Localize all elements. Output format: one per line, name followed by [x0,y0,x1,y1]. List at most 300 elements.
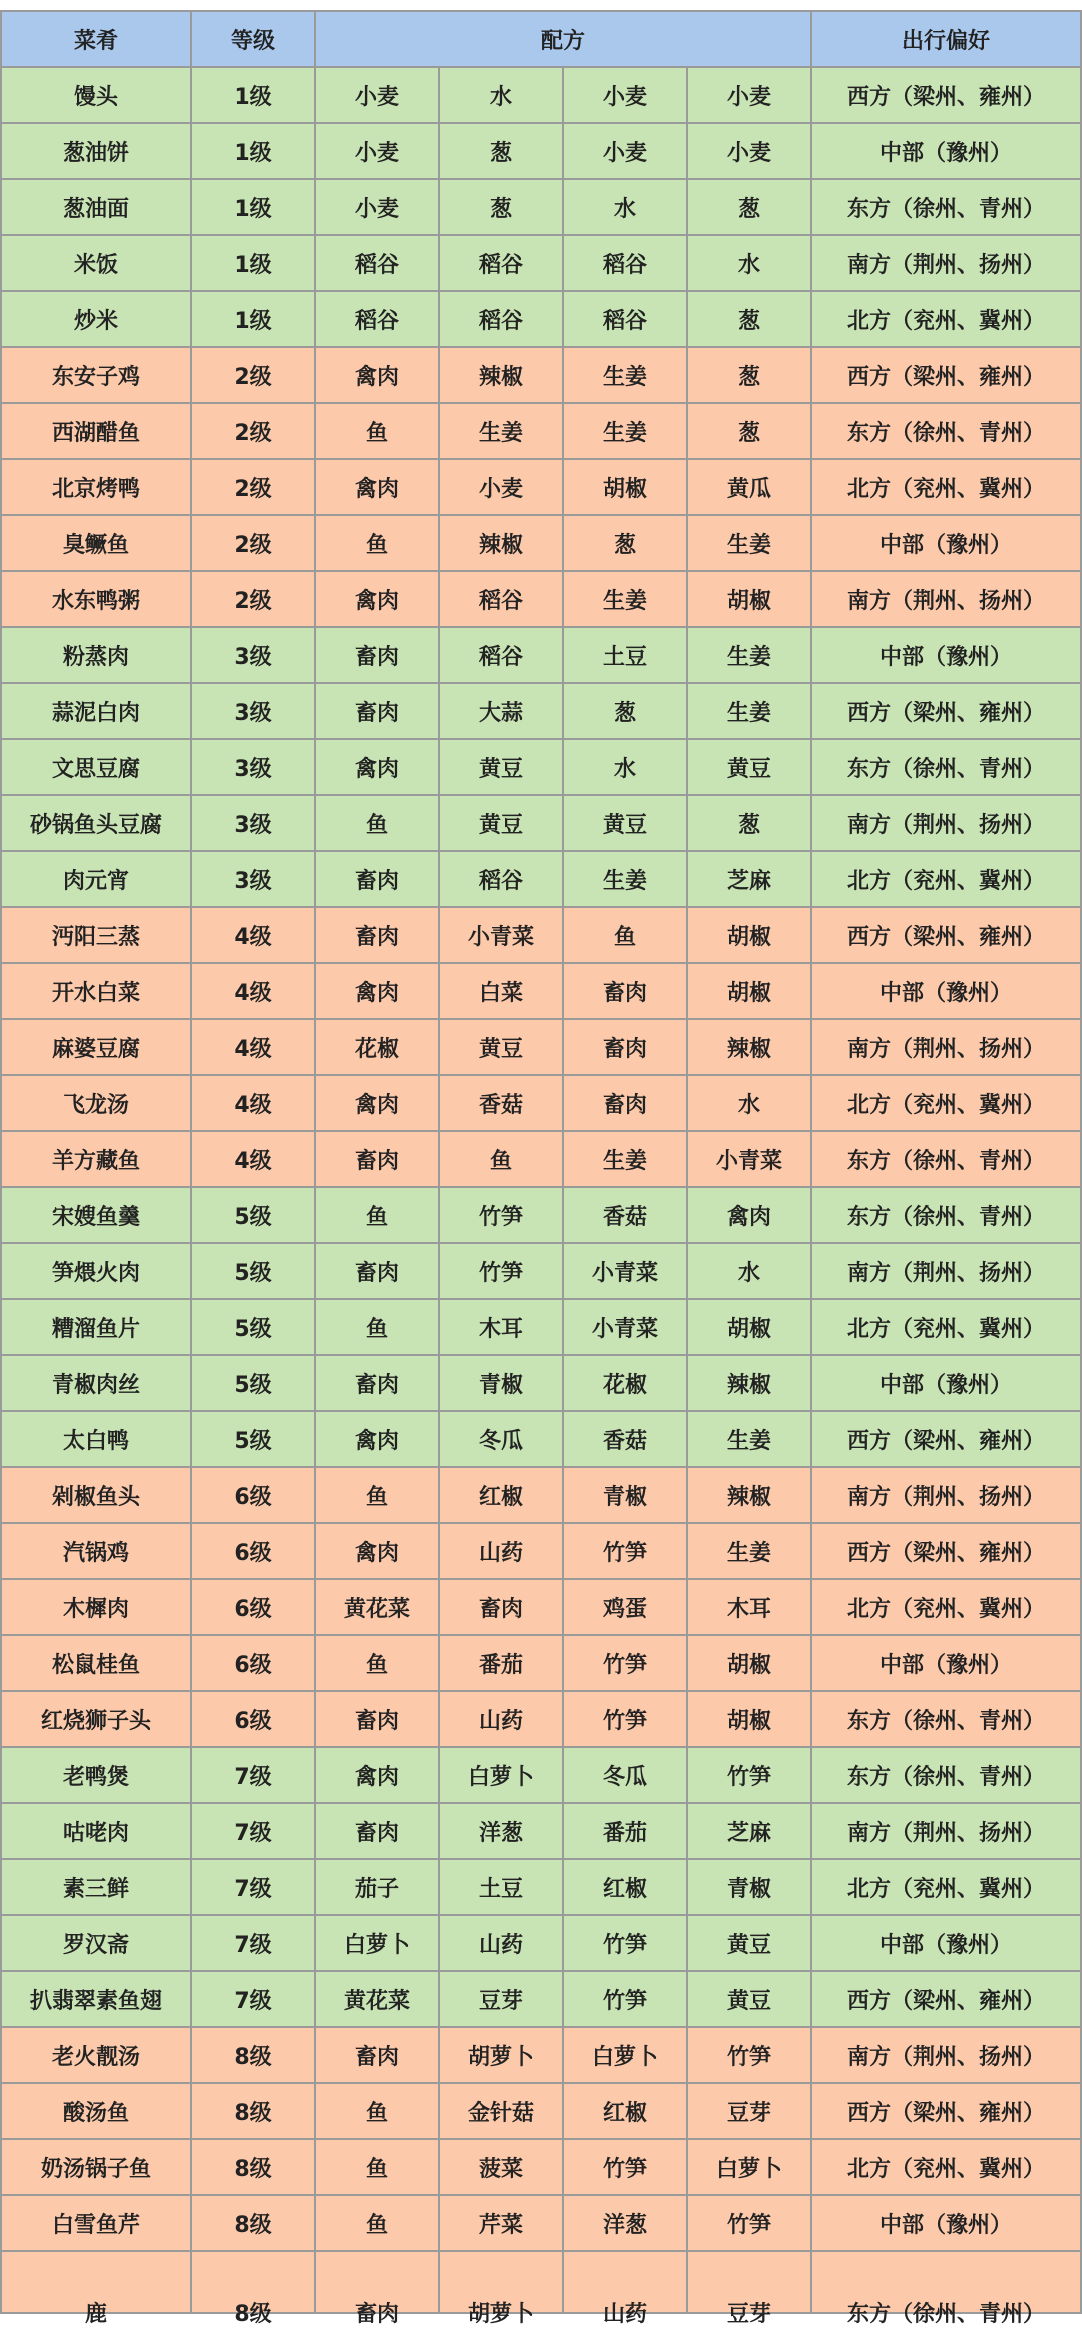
level-cell [191,403,315,459]
ingredient-cell [687,2251,811,2327]
ingredient-cell [315,1579,439,1635]
ingredient-cell-text: 水 [738,1260,761,1286]
preference-cell [811,907,1081,963]
header-preference: 出行偏好 [811,11,1081,67]
table-row [1,1355,1081,1411]
ingredient-cell-text: 生姜 [602,420,647,446]
level-cell [191,1971,315,2027]
preference-cell-text: 中部（豫州） [880,644,1013,670]
preference-cell-text: 中部（豫州） [880,1372,1013,1398]
ingredient-cell-text: 竹笋 [602,1932,647,1958]
ingredient-cell [315,1915,439,1971]
preference-cell-text: 北方（兖州、冀州） [847,868,1046,894]
ingredient-cell [687,1075,811,1131]
ingredient-cell [439,1691,563,1747]
preference-cell [811,123,1081,179]
dish-cell-text: 砂锅鱼头豆腐 [29,812,162,838]
preference-cell [811,627,1081,683]
level-cell-text: 1级 [234,84,272,110]
dish-cell-text: 羊方藏鱼 [51,1148,140,1174]
ingredient-cell [687,1523,811,1579]
level-cell-text: 7级 [234,1876,272,1902]
ingredient-cell-text: 黄豆 [727,1988,772,2014]
level-cell-text: 6级 [234,1708,272,1734]
preference-cell-text: 中部（豫州） [880,1932,1013,1958]
level-cell [191,123,315,179]
dish-cell-text: 笋煨火肉 [51,1260,140,1286]
ingredient-cell [687,739,811,795]
level-cell [191,1299,315,1355]
ingredient-cell-text: 金针菇 [467,2100,534,2126]
ingredient-cell-text: 木耳 [478,1316,523,1342]
dish-cell-text: 米饭 [73,252,118,278]
ingredient-cell [315,627,439,683]
ingredient-cell [315,851,439,907]
table-row [1,291,1081,347]
ingredient-cell-text: 山药 [478,1540,523,1566]
table-row [1,571,1081,627]
level-cell-text: 3级 [234,868,272,894]
ingredient-cell-text: 黄豆 [478,812,523,838]
ingredient-cell [315,2027,439,2083]
table-row [1,1859,1081,1915]
ingredient-cell [439,1243,563,1299]
ingredient-cell [439,907,563,963]
dish-cell-text: 肉元宵 [62,868,129,894]
ingredient-cell [315,683,439,739]
ingredient-cell-text: 禽肉 [354,1540,399,1566]
level-cell [191,2083,315,2139]
dish-cell [1,1411,191,1467]
ingredient-cell-text: 竹笋 [727,2044,772,2070]
ingredient-cell [315,795,439,851]
ingredient-cell [687,123,811,179]
ingredient-cell [439,795,563,851]
recipe-table [0,10,1082,2327]
dish-cell [1,851,191,907]
ingredient-cell [563,347,687,403]
preference-cell-text: 西方（梁州、雍州） [847,700,1046,726]
preference-cell [811,739,1081,795]
ingredient-cell [315,1131,439,1187]
ingredient-cell [315,459,439,515]
ingredient-cell [563,67,687,123]
ingredient-cell [687,795,811,851]
ingredient-cell [315,2195,439,2251]
ingredient-cell-text: 生姜 [478,420,523,446]
dish-cell [1,2083,191,2139]
ingredient-cell [563,459,687,515]
preference-cell [811,459,1081,515]
ingredient-cell [315,963,439,1019]
level-cell-text: 1级 [234,308,272,334]
ingredient-cell-text: 禽肉 [354,588,399,614]
preference-cell [811,851,1081,907]
ingredient-cell-text: 禽肉 [354,476,399,502]
ingredient-cell-text: 竹笋 [727,2212,772,2238]
level-cell [191,235,315,291]
ingredient-cell-text: 稻谷 [478,644,523,670]
ingredient-cell [687,291,811,347]
dish-cell-text: 糟溜鱼片 [51,1316,140,1342]
ingredient-cell-text: 小麦 [478,476,523,502]
level-cell-text: 5级 [234,1260,272,1286]
ingredient-cell-text: 鱼 [365,2100,388,2126]
ingredient-cell [563,2195,687,2251]
ingredient-cell [439,291,563,347]
ingredient-cell-text: 黄花菜 [343,1988,410,2014]
ingredient-cell-text: 禽肉 [354,756,399,782]
ingredient-cell-text: 水 [613,756,636,782]
ingredient-cell [687,1691,811,1747]
table-row [1,851,1081,907]
ingredient-cell-text: 鱼 [365,1204,388,1230]
ingredient-cell [563,963,687,1019]
preference-cell-text: 西方（梁州、雍州） [847,1428,1046,1454]
ingredient-cell-text: 花椒 [354,1036,399,1062]
preference-cell [811,1635,1081,1691]
ingredient-cell-text: 葱 [613,532,636,558]
ingredient-cell-text: 畜肉 [354,1708,399,1734]
level-cell [191,571,315,627]
preference-cell-text: 北方（兖州、冀州） [847,1316,1046,1342]
ingredient-cell [563,1915,687,1971]
ingredient-cell [439,571,563,627]
ingredient-cell [687,1019,811,1075]
ingredient-cell-text: 禽肉 [727,1204,772,1230]
dish-cell [1,963,191,1019]
ingredient-cell-text: 生姜 [727,532,772,558]
ingredient-cell-text: 竹笋 [478,1204,523,1230]
ingredient-cell-text: 芹菜 [478,2212,523,2238]
dish-cell-text: 沔阳三蒸 [51,924,140,950]
ingredient-cell-text: 胡椒 [727,588,772,614]
ingredient-cell-text: 生姜 [602,364,647,390]
ingredient-cell [687,1131,811,1187]
table-row [1,67,1081,123]
ingredient-cell-text: 葱 [489,140,512,166]
ingredient-cell-text: 花椒 [602,1372,647,1398]
level-cell [191,1523,315,1579]
preference-cell-text: 北方（兖州、冀州） [847,2156,1046,2182]
level-cell-text: 7级 [234,1932,272,1958]
preference-cell [811,2195,1081,2251]
dish-cell [1,1355,191,1411]
ingredient-cell [687,235,811,291]
preference-cell-text: 北方（兖州、冀州） [847,1092,1046,1118]
dish-cell [1,1131,191,1187]
dish-cell-text: 鹿 [84,2301,107,2327]
preference-cell [811,235,1081,291]
ingredient-cell [439,403,563,459]
level-cell [191,627,315,683]
ingredient-cell [439,851,563,907]
ingredient-cell-text: 葱 [489,196,512,222]
ingredient-cell-text: 鱼 [365,532,388,558]
ingredient-cell [687,2139,811,2195]
ingredient-cell [315,1635,439,1691]
ingredient-cell [315,1859,439,1915]
dish-cell [1,1635,191,1691]
dish-cell [1,459,191,515]
table-row [1,179,1081,235]
preference-cell [811,1691,1081,1747]
ingredient-cell-text: 鱼 [365,2156,388,2182]
preference-cell-text: 西方（梁州、雍州） [847,1540,1046,1566]
ingredient-cell [687,963,811,1019]
preference-cell-text: 南方（荆州、扬州） [847,1260,1046,1286]
table-row [1,963,1081,1019]
ingredient-cell [563,683,687,739]
ingredient-cell [687,1747,811,1803]
ingredient-cell-text: 红椒 [602,2100,647,2126]
level-cell-text: 5级 [234,1372,272,1398]
ingredient-cell [687,515,811,571]
ingredient-cell [315,235,439,291]
ingredient-cell [563,851,687,907]
level-cell-text: 5级 [234,1204,272,1230]
preference-cell-text: 东方（徐州、青州） [847,756,1046,782]
preference-cell-text: 东方（徐州、青州） [847,1148,1046,1174]
preference-cell [811,571,1081,627]
preference-cell-text: 南方（荆州、扬州） [847,2044,1046,2070]
preference-cell [811,1747,1081,1803]
level-cell [191,1411,315,1467]
table-row [1,2083,1081,2139]
table-row [1,2027,1081,2083]
header-dish: 菜肴 [1,11,191,67]
ingredient-cell [687,1411,811,1467]
table-row [1,683,1081,739]
preference-cell [811,1131,1081,1187]
level-cell-text: 4级 [234,924,272,950]
level-cell-text: 8级 [234,2100,272,2126]
ingredient-cell [315,515,439,571]
dish-cell [1,1299,191,1355]
ingredient-cell-text: 白萝卜 [591,2044,658,2070]
ingredient-cell-text: 生姜 [602,1148,647,1174]
dish-cell-text: 葱油面 [62,196,129,222]
dish-cell [1,739,191,795]
dish-cell [1,1579,191,1635]
ingredient-cell-text: 畜肉 [354,1372,399,1398]
preference-cell [811,2251,1081,2327]
ingredient-cell-text: 洋葱 [602,2212,647,2238]
dish-cell [1,1019,191,1075]
level-cell [191,1859,315,1915]
ingredient-cell-text: 竹笋 [602,1988,647,2014]
ingredient-cell [315,1523,439,1579]
level-cell [191,739,315,795]
ingredient-cell-text: 大蒜 [478,700,523,726]
preference-cell [811,1355,1081,1411]
ingredient-cell [687,2027,811,2083]
dish-cell-text: 剁椒鱼头 [51,1484,140,1510]
ingredient-cell-text: 葱 [738,308,761,334]
table-row [1,1299,1081,1355]
dish-cell [1,1075,191,1131]
level-cell [191,1187,315,1243]
level-cell [191,2251,315,2327]
preference-cell [811,67,1081,123]
ingredient-cell-text: 生姜 [727,1428,772,1454]
dish-cell [1,291,191,347]
ingredient-cell-text: 畜肉 [354,1260,399,1286]
level-cell-text: 6级 [234,1484,272,1510]
preference-cell [811,795,1081,851]
preference-cell [811,1803,1081,1859]
ingredient-cell [315,179,439,235]
ingredient-cell-text: 芝麻 [727,1820,772,1846]
table-row [1,1579,1081,1635]
ingredient-cell [315,1803,439,1859]
dish-cell [1,1747,191,1803]
table-row [1,1747,1081,1803]
ingredient-cell [439,627,563,683]
ingredient-cell [687,347,811,403]
table-row [1,2251,1081,2313]
dish-cell-text: 红烧狮子头 [40,1708,151,1734]
ingredient-cell-text: 稻谷 [478,868,523,894]
level-cell [191,683,315,739]
preference-cell-text: 东方（徐州、青州） [847,1764,1046,1790]
preference-cell-text: 西方（梁州、雍州） [847,84,1046,110]
ingredient-cell-text: 土豆 [602,644,647,670]
ingredient-cell [687,1971,811,2027]
ingredient-cell [563,403,687,459]
level-cell-text: 3级 [234,644,272,670]
ingredient-cell-text: 胡椒 [727,924,772,950]
ingredient-cell-text: 黄豆 [727,1932,772,1958]
level-cell [191,963,315,1019]
ingredient-cell-text: 小麦 [354,196,399,222]
preference-cell-text: 北方（兖州、冀州） [847,1596,1046,1622]
preference-cell [811,1243,1081,1299]
ingredient-cell-text: 红椒 [602,1876,647,1902]
ingredient-cell [563,1635,687,1691]
ingredient-cell-text: 辣椒 [478,532,523,558]
ingredient-cell [315,291,439,347]
dish-cell-text: 文思豆腐 [51,756,140,782]
ingredient-cell-text: 畜肉 [354,868,399,894]
dish-cell-text: 蒜泥白肉 [51,700,140,726]
ingredient-cell [315,1019,439,1075]
ingredient-cell [439,2027,563,2083]
level-cell [191,1355,315,1411]
preference-cell-text: 西方（梁州、雍州） [847,364,1046,390]
level-cell-text: 3级 [234,756,272,782]
dish-cell [1,2195,191,2251]
ingredient-cell [439,1747,563,1803]
ingredient-cell-text: 胡椒 [727,1708,772,1734]
level-cell [191,1579,315,1635]
ingredient-cell-text: 鱼 [365,420,388,446]
ingredient-cell [315,2083,439,2139]
ingredient-cell [439,1187,563,1243]
ingredient-cell-text: 白萝卜 [343,1932,410,1958]
dish-cell-text: 麻婆豆腐 [51,1036,140,1062]
ingredient-cell [439,1635,563,1691]
ingredient-cell [563,1467,687,1523]
table-row [1,403,1081,459]
preference-cell-text: 中部（豫州） [880,2212,1013,2238]
preference-cell [811,963,1081,1019]
dish-cell [1,179,191,235]
ingredient-cell-text: 小青菜 [591,1316,658,1342]
ingredient-cell [687,907,811,963]
ingredient-cell-text: 稻谷 [354,252,399,278]
ingredient-cell [563,1411,687,1467]
preference-cell [811,2139,1081,2195]
ingredient-cell-text: 白菜 [478,980,523,1006]
ingredient-cell-text: 竹笋 [727,1764,772,1790]
preference-cell-text: 中部（豫州） [880,532,1013,558]
ingredient-cell [439,1971,563,2027]
ingredient-cell-text: 胡椒 [602,476,647,502]
ingredient-cell [687,67,811,123]
level-cell-text: 4级 [234,980,272,1006]
ingredient-cell-text: 畜肉 [602,1092,647,1118]
preference-cell-text: 东方（徐州、青州） [847,196,1046,222]
level-cell [191,459,315,515]
ingredient-cell-text: 竹笋 [478,1260,523,1286]
level-cell-text: 1级 [234,140,272,166]
ingredient-cell-text: 番茄 [478,1652,523,1678]
table-row [1,1691,1081,1747]
ingredient-cell-text: 辣椒 [478,364,523,390]
level-cell [191,347,315,403]
table-row [1,1915,1081,1971]
ingredient-cell [439,1019,563,1075]
ingredient-cell [687,683,811,739]
level-cell [191,2027,315,2083]
preference-cell-text: 南方（荆州、扬州） [847,1820,1046,1846]
table-row [1,795,1081,851]
ingredient-cell-text: 稻谷 [602,252,647,278]
ingredient-cell-text: 禽肉 [354,1092,399,1118]
ingredient-cell-text: 茄子 [354,1876,399,1902]
ingredient-cell-text: 木耳 [727,1596,772,1622]
ingredient-cell-text: 冬瓜 [602,1764,647,1790]
preference-cell-text: 南方（荆州、扬州） [847,588,1046,614]
preference-cell-text: 西方（梁州、雍州） [847,924,1046,950]
ingredient-cell [315,403,439,459]
ingredient-cell-text: 葱 [738,812,761,838]
level-cell [191,1019,315,1075]
ingredient-cell [563,2139,687,2195]
ingredient-cell [315,1467,439,1523]
ingredient-cell [315,67,439,123]
preference-cell-text: 中部（豫州） [880,980,1013,1006]
ingredient-cell [687,571,811,627]
ingredient-cell [439,1467,563,1523]
ingredient-cell-text: 畜肉 [354,700,399,726]
ingredient-cell-text: 小麦 [354,140,399,166]
ingredient-cell-text: 生姜 [602,588,647,614]
ingredient-cell-text: 鱼 [365,1484,388,1510]
level-cell [191,1803,315,1859]
ingredient-cell-text: 黄豆 [602,812,647,838]
ingredient-cell [439,515,563,571]
dish-cell-text: 葱油饼 [62,140,129,166]
preference-cell-text: 南方（荆州、扬州） [847,252,1046,278]
dish-cell-text: 宋嫂鱼羹 [51,1204,140,1230]
ingredient-cell [439,1355,563,1411]
ingredient-cell [563,1691,687,1747]
level-cell [191,1915,315,1971]
ingredient-cell [315,571,439,627]
ingredient-cell [439,1411,563,1467]
